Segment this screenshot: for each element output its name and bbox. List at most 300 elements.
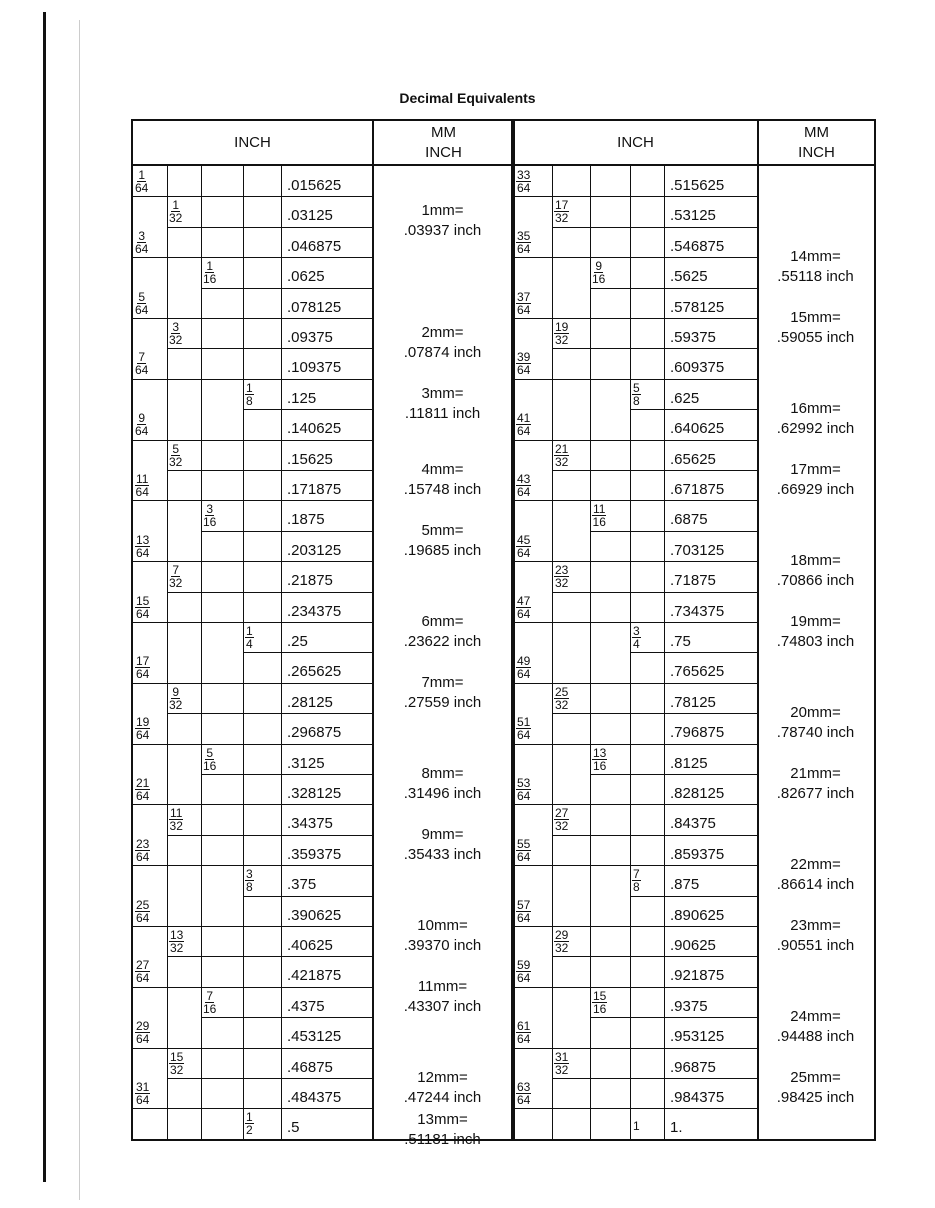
decimal-value: .25 (287, 633, 308, 650)
fraction-denominator: 64 (135, 363, 149, 378)
fraction-denominator: 64 (517, 363, 531, 378)
mm-value: 12mm= (417, 1068, 468, 1086)
inch-value: .39370 inch (403, 936, 482, 954)
mm-value: 7mm= (421, 673, 464, 691)
row-divider (167, 713, 372, 714)
fraction-numerator: 29 (555, 928, 569, 942)
inch-value: .78740 inch (776, 724, 855, 741)
decimal-value: .109375 (287, 359, 342, 377)
row-divider (167, 835, 372, 836)
decimal-value: .328125 (287, 785, 342, 802)
fraction-numerator: 23 (136, 836, 150, 851)
row-divider (552, 956, 757, 957)
fraction (592, 503, 606, 528)
fraction-numerator: 21 (555, 441, 569, 456)
fraction-numerator: 13 (593, 745, 607, 760)
row-divider (167, 470, 372, 471)
inch-header: INCH (133, 121, 372, 166)
fraction-denominator: 64 (517, 485, 531, 499)
mm-value: 4mm= (421, 460, 464, 478)
fraction-denominator: 64 (517, 545, 531, 560)
fraction (592, 260, 605, 285)
decimal-value: .828125 (670, 785, 725, 802)
fraction (554, 321, 569, 346)
mm-equivalent (372, 916, 513, 956)
fraction-numerator: 11 (170, 806, 183, 821)
fraction-numerator: 27 (555, 806, 569, 821)
fraction (516, 838, 531, 863)
fraction (135, 351, 148, 376)
fraction-denominator: 64 (517, 1032, 531, 1047)
fraction-denominator: 8 (246, 393, 253, 408)
fraction (516, 777, 531, 802)
decimal-value: .5 (287, 1119, 300, 1137)
inch-value: .35433 inch (403, 845, 482, 863)
mm-equivalent (757, 703, 874, 743)
fraction-denominator: 16 (203, 1001, 217, 1016)
column-divider (552, 166, 553, 1139)
decimal-value: .671875 (670, 481, 725, 498)
decimal-value: .484375 (287, 1089, 342, 1106)
fraction (135, 1020, 150, 1045)
decimal-value: .203125 (287, 541, 342, 559)
fraction-denominator: 16 (592, 515, 606, 530)
mm-equivalent (757, 551, 874, 591)
mm-value: 5mm= (421, 521, 464, 539)
row-divider (590, 288, 757, 289)
fraction-denominator: 32 (169, 819, 183, 834)
decimal-value: .890625 (670, 906, 725, 924)
mm-equivalent (372, 384, 513, 424)
fraction-denominator: 64 (517, 241, 531, 256)
fraction-denominator: 64 (136, 789, 150, 803)
fraction (516, 595, 531, 620)
row-divider (167, 956, 372, 957)
row-divider (167, 348, 372, 349)
row-divider (514, 744, 757, 745)
fraction-numerator: 27 (136, 958, 150, 973)
decimal-value: .40625 (287, 937, 333, 954)
fraction (169, 321, 182, 346)
decimal-value: .140625 (287, 420, 342, 438)
mm-equivalent (757, 855, 874, 895)
row-divider (514, 500, 757, 501)
fraction (245, 382, 254, 407)
mm-value: 25mm= (790, 1068, 841, 1086)
mm-value: 15mm= (790, 308, 841, 326)
row-divider (514, 379, 757, 380)
fraction-numerator: 1 (633, 1119, 640, 1134)
fraction-numerator: 9 (138, 411, 146, 426)
decimal-value: .09375 (287, 329, 333, 346)
mm-equivalent (372, 460, 513, 500)
fraction-denominator: 32 (169, 333, 183, 347)
fraction (516, 1081, 531, 1106)
fraction (554, 686, 569, 711)
decimal-value: .9375 (670, 997, 708, 1015)
row-divider (552, 835, 757, 836)
fraction-denominator: 64 (517, 1093, 531, 1107)
fraction (135, 473, 149, 498)
fraction (632, 868, 641, 893)
mm-equivalent (757, 612, 874, 652)
mm-equivalent (757, 916, 874, 956)
row-divider (133, 987, 372, 988)
fraction-denominator: 64 (517, 424, 531, 439)
fraction-numerator: 41 (517, 411, 531, 426)
fraction (135, 777, 150, 802)
fraction-numerator: 7 (206, 988, 214, 1003)
fraction (135, 169, 148, 194)
decimal-value: .640625 (670, 420, 725, 438)
decimal-value: .296875 (287, 724, 342, 742)
decimal-value: .53125 (670, 207, 716, 225)
fraction-denominator: 32 (170, 1062, 184, 1077)
decimal-value: 1. (670, 1119, 683, 1137)
decimal-value: .703125 (670, 541, 725, 559)
inch-value: .51181 inch (404, 1131, 481, 1149)
fraction-numerator: 37 (517, 289, 531, 304)
row-divider (552, 348, 757, 349)
fraction (516, 473, 531, 498)
fraction-numerator: 61 (517, 1019, 531, 1034)
fraction-numerator: 17 (555, 198, 569, 213)
decimal-value: .375 (287, 876, 317, 894)
inch-value: .27559 inch (403, 693, 482, 711)
decimal-value: .046875 (287, 237, 342, 255)
fraction-denominator: 8 (246, 880, 253, 895)
decimal-value: .796875 (670, 724, 725, 742)
fraction-numerator: 17 (136, 654, 150, 669)
fraction (516, 1020, 531, 1045)
fraction (135, 959, 150, 984)
fraction (554, 807, 569, 832)
fraction-denominator: 64 (135, 181, 149, 195)
decimal-value: .96875 (670, 1058, 716, 1076)
fraction (135, 1081, 150, 1106)
row-divider (167, 227, 372, 228)
inch-value: .19685 inch (403, 541, 482, 559)
decimal-value: .90625 (670, 937, 716, 954)
fraction-numerator: 7 (138, 350, 146, 365)
fraction-numerator: 5 (138, 289, 146, 304)
row-divider (133, 622, 372, 623)
fraction-numerator: 25 (136, 897, 150, 912)
fraction-numerator: 3 (633, 624, 640, 638)
fraction (169, 686, 182, 711)
fraction (516, 655, 531, 680)
fraction-denominator: 4 (246, 637, 253, 651)
fraction-denominator: 64 (517, 606, 531, 621)
row-divider (630, 409, 757, 410)
fraction-numerator: 15 (170, 1049, 184, 1064)
inch-value: .59055 inch (776, 328, 855, 346)
fraction-numerator: 5 (633, 380, 640, 395)
row-divider (133, 500, 372, 501)
row-divider (514, 196, 757, 197)
fraction-denominator: 64 (136, 910, 150, 925)
fraction (135, 899, 150, 924)
fraction-numerator: 1 (246, 380, 253, 395)
fraction (516, 959, 531, 984)
row-divider (133, 865, 372, 866)
fraction-denominator: 64 (517, 728, 531, 743)
row-divider (514, 622, 757, 623)
inch-value: .47244 inch (403, 1088, 482, 1106)
decimal-value: .875 (670, 876, 700, 894)
row-divider (590, 1017, 757, 1018)
row-divider (133, 440, 372, 441)
fraction (169, 199, 182, 224)
fraction-denominator: 64 (517, 971, 531, 986)
fraction-denominator: 32 (555, 1062, 569, 1077)
fraction (169, 807, 183, 832)
fraction-denominator: 32 (169, 576, 183, 591)
fraction-denominator: 16 (203, 272, 217, 287)
fraction-numerator: 15 (136, 593, 150, 608)
row-divider (514, 926, 757, 927)
fraction-numerator: 19 (555, 320, 569, 334)
fraction (592, 747, 607, 772)
mm-value: 23mm= (790, 916, 841, 934)
inch-value: .62992 inch (776, 420, 855, 437)
fraction-numerator: 9 (172, 684, 180, 699)
fraction-denominator: 64 (136, 667, 150, 682)
row-divider (514, 804, 757, 805)
decimal-value: .03125 (287, 207, 333, 225)
row-divider (201, 531, 372, 532)
fraction-numerator: 21 (136, 776, 150, 790)
fraction-numerator: 7 (172, 563, 180, 578)
decimal-value: .21875 (287, 572, 333, 590)
fraction (245, 625, 254, 650)
row-divider (133, 379, 372, 380)
mm-value: 22mm= (790, 856, 841, 873)
right-table (511, 119, 876, 1141)
fraction (516, 412, 531, 437)
column-divider (201, 166, 202, 1139)
row-divider (514, 683, 757, 684)
decimal-value: .421875 (287, 967, 342, 985)
fraction-numerator: 59 (517, 958, 531, 973)
decimal-value: .8125 (670, 754, 708, 772)
mm-equivalent (757, 764, 874, 804)
inch-value: .70866 inch (776, 572, 855, 589)
inch-header: INCH (514, 121, 757, 166)
fraction (203, 990, 216, 1015)
decimal-value: .59375 (670, 329, 716, 346)
fraction-denominator: 32 (555, 697, 569, 712)
inch-value: .55118 inch (777, 268, 854, 285)
mm-equivalent (372, 1068, 513, 1108)
mm-value: 16mm= (790, 400, 841, 417)
fraction-denominator: 64 (136, 606, 150, 621)
row-divider (514, 865, 757, 866)
decimal-value: .1875 (287, 511, 325, 529)
fraction-numerator: 3 (138, 228, 146, 243)
mm-value: 13mm= (417, 1111, 468, 1129)
row-divider (133, 257, 372, 258)
row-divider (133, 1108, 372, 1109)
fraction-denominator: 16 (593, 1001, 607, 1016)
fraction-denominator: 32 (555, 941, 569, 955)
row-divider (133, 683, 372, 684)
fraction-numerator: 19 (136, 715, 150, 730)
fraction-denominator: 32 (169, 454, 183, 469)
mm-value: 18mm= (790, 552, 841, 569)
decimal-value: .5625 (670, 268, 708, 286)
row-divider (514, 987, 757, 988)
row-divider (133, 196, 372, 197)
fraction-numerator: 1 (138, 168, 146, 182)
page-margin-rule (43, 12, 46, 1182)
decimal-value: .3125 (287, 754, 325, 772)
fraction-numerator: 55 (517, 836, 531, 851)
decimal-value: .46875 (287, 1058, 333, 1076)
column-divider (590, 166, 591, 1139)
mm-value: 6mm= (421, 612, 464, 630)
decimal-value: .953125 (670, 1028, 725, 1046)
fraction (245, 1111, 254, 1136)
inch-value: .86614 inch (776, 876, 855, 893)
decimal-value: .78125 (670, 693, 716, 711)
fraction-numerator: 11 (136, 472, 149, 486)
fraction (554, 443, 569, 468)
inch-value: .31496 inch (403, 784, 482, 802)
fraction (554, 929, 569, 954)
fraction-denominator: 2 (246, 1123, 253, 1138)
decimal-value: .125 (287, 389, 317, 407)
mm-value: 8mm= (421, 764, 464, 782)
row-divider (167, 592, 372, 593)
inch-value: .90551 inch (776, 936, 855, 954)
fraction-denominator: 8 (633, 393, 640, 408)
fraction-numerator: 1 (172, 198, 180, 213)
fraction (516, 534, 531, 559)
decimal-value: .34375 (287, 815, 333, 833)
fraction (135, 655, 150, 680)
fraction-numerator: 53 (517, 776, 531, 790)
fraction-numerator: 3 (172, 320, 180, 334)
fraction-denominator: 64 (517, 849, 531, 864)
decimal-value: .921875 (670, 967, 725, 985)
row-divider (514, 1108, 757, 1109)
decimal-value: .625 (670, 389, 700, 407)
fraction-numerator: 11 (593, 502, 606, 517)
decimal-value: .265625 (287, 663, 342, 681)
fraction (632, 382, 641, 407)
row-divider (201, 1017, 372, 1018)
fraction-numerator: 43 (517, 472, 531, 486)
fraction-numerator: 5 (206, 745, 214, 760)
inch-value: .74803 inch (776, 632, 855, 650)
mm-equivalent (757, 460, 874, 500)
fraction-denominator: 32 (170, 941, 184, 955)
fraction (516, 716, 531, 741)
row-divider (552, 1078, 757, 1079)
mm-value: 9mm= (421, 825, 464, 843)
mm-equivalent (757, 247, 874, 287)
fraction (135, 412, 148, 437)
decimal-value: .75 (670, 633, 691, 650)
decimal-value: .15625 (287, 450, 333, 468)
decimal-value: .4375 (287, 997, 325, 1015)
row-divider (552, 470, 757, 471)
row-divider (552, 713, 757, 714)
mm-equivalent (757, 399, 874, 439)
row-divider (514, 318, 757, 319)
decimal-value: .765625 (670, 663, 725, 681)
fraction-denominator: 64 (517, 667, 531, 682)
fraction-denominator: 32 (555, 333, 569, 347)
fraction-numerator: 47 (517, 593, 531, 608)
fraction-denominator: 32 (555, 819, 569, 834)
mm-equivalent (372, 521, 513, 561)
inch-value: .43307 inch (403, 997, 482, 1015)
fraction-numerator: 57 (517, 897, 531, 912)
inch-value: .66929 inch (776, 480, 855, 498)
inch-value: .11811 inch (404, 404, 481, 422)
inch-value: .07874 inch (403, 344, 482, 361)
fraction (169, 929, 184, 954)
fraction-denominator: 64 (135, 485, 149, 499)
row-divider (201, 774, 372, 775)
fraction (135, 230, 148, 255)
inch-value: .94488 inch (776, 1028, 855, 1045)
fraction-numerator: 13 (170, 928, 184, 942)
row-divider (552, 592, 757, 593)
fraction (169, 1051, 184, 1076)
left-table (131, 119, 515, 1149)
row-divider (514, 1048, 757, 1049)
fraction (592, 990, 607, 1015)
fraction-denominator: 64 (136, 971, 150, 986)
fraction (516, 230, 531, 255)
fraction (554, 199, 569, 224)
decimal-value: .171875 (287, 481, 342, 498)
fraction-denominator: 16 (592, 272, 606, 287)
fraction-numerator: 33 (517, 168, 531, 182)
mm-equivalent (372, 1110, 513, 1150)
mm-equivalent (757, 308, 874, 348)
mm-equivalent (372, 825, 513, 865)
mm-value: 2mm= (421, 324, 464, 341)
fraction (135, 534, 150, 559)
mm-equivalent (372, 612, 513, 652)
fraction-denominator: 64 (136, 545, 150, 560)
decimal-value: .71875 (670, 572, 716, 590)
fraction-denominator: 64 (517, 302, 531, 317)
fraction-numerator: 29 (136, 1019, 150, 1034)
fraction (135, 716, 150, 741)
fraction (135, 595, 150, 620)
mm-equivalent (372, 323, 513, 363)
fraction (516, 899, 531, 924)
fraction-denominator: 4 (633, 637, 640, 651)
fraction-numerator: 1 (246, 1110, 253, 1125)
fraction-denominator: 16 (203, 515, 217, 530)
fraction-numerator: 3 (246, 867, 253, 882)
fraction-denominator: 64 (136, 849, 150, 864)
fraction-denominator: 64 (136, 1093, 150, 1107)
row-divider (590, 774, 757, 775)
decimal-value: .28125 (287, 693, 333, 711)
row-divider (514, 257, 757, 258)
fraction (203, 747, 216, 772)
row-divider (167, 1078, 372, 1079)
fraction (135, 838, 150, 863)
decimal-value: .234375 (287, 602, 342, 620)
